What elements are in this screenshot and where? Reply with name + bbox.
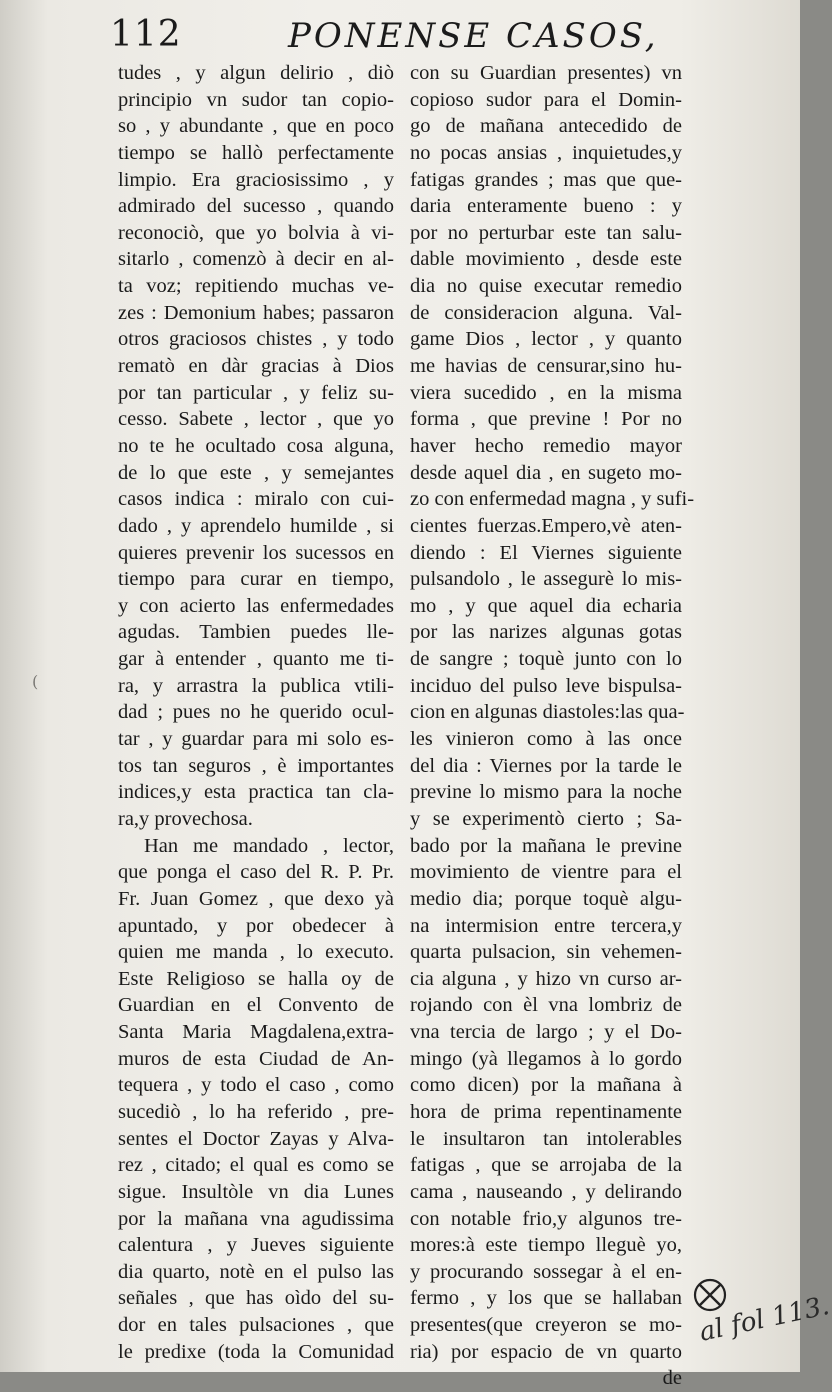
text-line: na intermision entre tercera,y xyxy=(410,914,682,937)
library-stamp-icon xyxy=(692,1277,728,1313)
text-line: dia quarto, notè en el pulso las xyxy=(118,1260,394,1283)
text-line: tudes , y algun delirio , diò xyxy=(118,62,394,84)
text-line: go de mañana antecedido de xyxy=(410,115,682,138)
text-line: quien me manda , lo executo. xyxy=(118,941,394,964)
text-line: de xyxy=(662,1367,682,1390)
text-line: quarta pulsacion, sin vehemen- xyxy=(410,941,682,964)
text-line: le insultaron tan intolerables xyxy=(410,1127,682,1150)
text-line: mores:à este tiempo lleguè yo, xyxy=(410,1234,682,1257)
text-line: Han me mandado , lector, xyxy=(144,834,394,857)
text-line: por no perturbar este tan salu- xyxy=(410,221,682,244)
text-line: previne lo mismo para la noche xyxy=(410,781,682,804)
left-text-column xyxy=(118,60,394,1365)
text-line: de sangre ; toquè junto con lo xyxy=(410,648,682,671)
text-line: les vinieron como à las once xyxy=(410,728,682,751)
page-number: 112 xyxy=(110,14,182,55)
text-line: con su Guardian presentes) vn xyxy=(410,62,682,84)
text-line: de consideracion alguna. Val- xyxy=(410,301,682,324)
text-line: movimiento de vientre para el xyxy=(410,861,682,884)
text-line: señales , que has oìdo del su- xyxy=(118,1287,394,1310)
text-line: principio vn sudor tan copio- xyxy=(118,88,394,111)
text-line: desde aquel dia , en sugeto mo- xyxy=(410,461,682,484)
text-line: cama , nauseando , y delirando xyxy=(410,1180,682,1203)
text-line: ta voz; repitiendo muchas ve- xyxy=(118,275,394,298)
text-line: Este Religioso se halla oy de xyxy=(118,967,394,990)
text-line: inciduo del pulso leve bispulsa- xyxy=(410,674,682,697)
text-line: agudas. Tambien puedes lle- xyxy=(118,621,394,644)
text-line: que ponga el caso del R. P. Pr. xyxy=(118,861,394,884)
text-line: diendo : El Viernes siguiente xyxy=(410,541,682,564)
text-line: sucediò , lo ha referido , pre- xyxy=(118,1100,394,1123)
text-line: con notable frio,y algunos tre- xyxy=(410,1207,682,1230)
running-head: PONENSE CASOS, xyxy=(288,16,659,56)
text-line: por las narizes algunas gotas xyxy=(410,621,682,644)
text-line: cesso. Sabete , lector , que yo xyxy=(118,408,394,431)
text-line: tiempo se hallò perfectamente xyxy=(118,141,394,164)
text-line: Guardian en el Convento de xyxy=(118,994,394,1017)
text-line: no pocas ansias , inquietudes,y xyxy=(410,141,682,164)
page-header xyxy=(110,12,659,60)
text-line: hora de prima repentinamente xyxy=(410,1100,682,1123)
text-line: rojando con èl vna lombriz de xyxy=(410,994,682,1017)
text-line: y con acierto las enfermedades xyxy=(118,594,394,617)
text-line: del dia : Viernes por la tarde le xyxy=(410,754,682,777)
text-line: y se experimentò cierto ; Sa- xyxy=(410,807,682,830)
text-line: tequera , y todo el caso , como xyxy=(118,1074,394,1097)
text-line: ria) por espacio de vn quarto xyxy=(410,1340,682,1363)
text-line: mo , y que aquel dia echaria xyxy=(410,594,682,617)
text-line: rez , citado; el qual es como se xyxy=(118,1154,394,1177)
text-line: tos tan seguros , è importantes xyxy=(118,754,394,777)
text-line: admirado del sucesso , quando xyxy=(118,195,394,218)
text-line: como dicen) por la mañana à xyxy=(410,1074,682,1097)
text-line: bado por la mañana le previne xyxy=(410,834,682,857)
text-line: so , y abundante , que en poco xyxy=(118,115,394,138)
text-line: tiempo para curar en tiempo, xyxy=(118,568,394,591)
text-line: dad ; pues no he querido ocul- xyxy=(118,701,394,724)
text-line: fatigas , que se arrojaba de la xyxy=(410,1154,682,1177)
text-line: haver hecho remedio mayor xyxy=(410,434,682,457)
text-line: por la mañana vna agudissima xyxy=(118,1207,394,1230)
text-line: mingo (yà llegamos à lo gordo xyxy=(410,1047,682,1070)
text-line: quieres prevenir los sucessos en xyxy=(118,541,394,564)
text-line: ra, y arrastra la publica vtili- xyxy=(118,674,394,697)
text-line: le predixe (toda la Comunidad xyxy=(118,1340,394,1363)
text-line: de lo que este , y semejantes xyxy=(118,461,394,484)
text-line: gar à entender , quanto me ti- xyxy=(118,648,394,671)
text-line: copioso sudor para el Domin- xyxy=(410,88,682,111)
handwritten-folio-note: al fol 113. xyxy=(696,1290,832,1348)
text-line: otros graciosos chistes , y todo xyxy=(118,328,394,351)
text-line: por tan particular , y feliz su- xyxy=(118,381,394,404)
text-line: reconociò, que yo bolvia à vi- xyxy=(118,221,394,244)
text-line: y procurando sossegar à el en- xyxy=(410,1260,682,1283)
text-line: daria enteramente bueno : y xyxy=(410,195,682,218)
text-line: dor en tales pulsaciones , que xyxy=(118,1314,394,1337)
text-line: tar , y guardar para mi solo es- xyxy=(118,728,394,751)
text-line: viera sucedido , en la misma xyxy=(410,381,682,404)
text-line: sitarlo , comenzò à decir en al- xyxy=(118,248,394,271)
text-line: game Dios , lector , y quanto xyxy=(410,328,682,351)
text-line: limpio. Era graciosissimo , y xyxy=(118,168,394,191)
text-line: dado , y aprendelo humilde , si xyxy=(118,514,394,537)
text-line: muros de esta Ciudad de An- xyxy=(118,1047,394,1070)
text-line: zes : Demonium habes; passaron xyxy=(118,301,394,324)
text-line: pulsandolo , le assegurè lo mis- xyxy=(410,568,682,591)
text-line: rematò en dàr gracias à Dios xyxy=(118,355,394,378)
text-line: Santa Maria Magdalena,extra- xyxy=(118,1021,394,1044)
text-line: Fr. Juan Gomez , que dexo yà xyxy=(118,887,394,910)
text-line: indices,y esta practica tan cla- xyxy=(118,781,394,804)
text-line: presentes(que creyeron se mo- xyxy=(410,1314,682,1337)
text-line: sigue. Insultòle vn dia Lunes xyxy=(118,1180,394,1203)
text-line: cientes fuerzas.Empero,vè aten- xyxy=(410,514,682,537)
text-line: dia no quise executar remedio xyxy=(410,275,682,298)
text-line: vna tercia de largo ; y el Do- xyxy=(410,1021,682,1044)
text-line: forma , que previne ! Por no xyxy=(410,408,682,431)
text-line: medio dia; porque toquè algu- xyxy=(410,887,682,910)
text-line: ra,y provechosa. xyxy=(118,807,253,830)
text-line: fatigas grandes ; mas que que- xyxy=(410,168,682,191)
text-line: fermo , y los que se hallaban xyxy=(410,1287,682,1310)
text-line: casos indica : miralo con cui- xyxy=(118,488,394,511)
text-line: calentura , y Jueves siguiente xyxy=(118,1234,394,1257)
margin-mark: ( xyxy=(32,672,39,691)
text-line: zo con enfermedad magna , y sufi- xyxy=(410,488,695,511)
text-line: apuntado, y por obedecer à xyxy=(118,914,394,937)
text-line: no te he ocultado cosa alguna, xyxy=(118,434,394,457)
text-line: dable movimiento , desde este xyxy=(410,248,682,271)
text-line: cion en algunas diastoles:las qua- xyxy=(410,701,685,724)
text-line: sentes el Doctor Zayas y Alva- xyxy=(118,1127,394,1150)
text-line: me havias de censurar,sino hu- xyxy=(410,355,682,378)
text-line: cia alguna , y hizo vn curso ar- xyxy=(410,967,682,990)
right-text-column xyxy=(410,60,695,1392)
